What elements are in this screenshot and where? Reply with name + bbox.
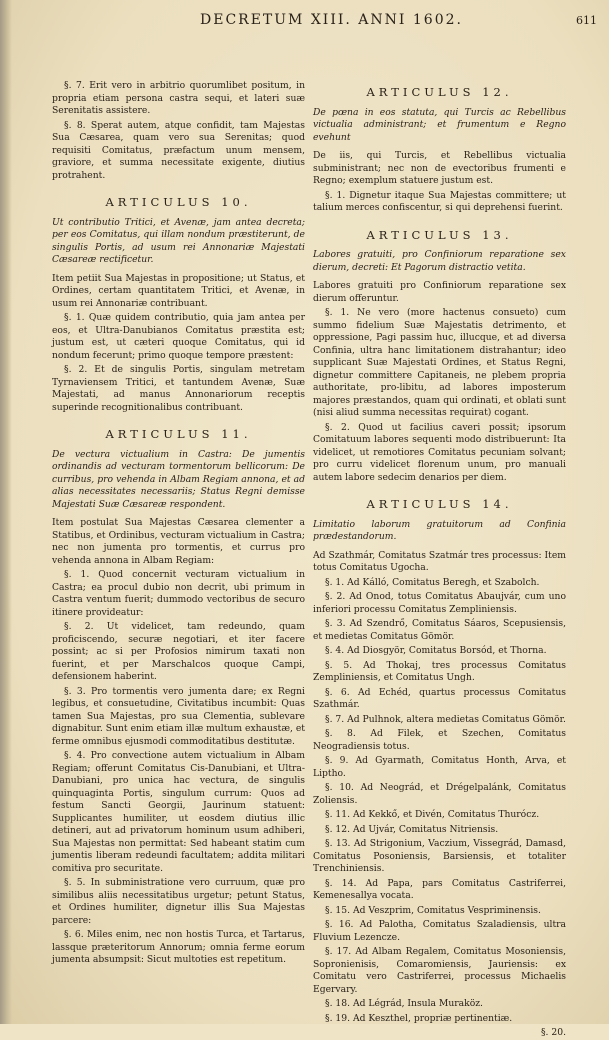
article-heading: ARTICULUS 10. (105, 195, 252, 209)
article-heading: ARTICULUS 14. (366, 497, 513, 511)
paragraph: §. 17. Ad Albam Regalem, Comitatus Mosoniensis, Sopronienisis, Comaromiensis, Jauriensis: ex Comitatu vero Castriferrei, processus Michaelis Egervary. (313, 946, 566, 995)
right-column (313, 85, 566, 1038)
paragraph: §. 16. Ad Palotha, Comitatus Szaladiensis, ultra Fluvium Lezencze. (313, 919, 566, 943)
running-header (200, 12, 597, 32)
paragraph: §. 9. Ad Gyarmath, Comitatus Honth, Arva, et Liptho. (313, 755, 566, 779)
paragraph: §. 8. Ad Filek, et Szechen, Comitatus Neogradiensis totus. (313, 728, 566, 752)
paragraph: §. 2. Quod ut facilius caveri possit; ipsorum Comitatuum labores sequenti modo distribuerunt: Ita videlicet, ut remotiores Comitatus pecuniam solvant; pro curru videlicet florenum unum, pro manuali autem labore sedecim denarios per diem. (313, 421, 566, 483)
paragraph: §. 7. Ad Pulhnok, altera medietas Comitatus Gömör. (325, 713, 566, 725)
article-rubric: Ut contributio Tritici, et Avenæ, jam antea decreta; per eos Comitatus, qui illam nondum præstiterunt, de singulis Portis, ad usum rei Annonariæ Majestati Cæsareæ rectificetur. (52, 216, 305, 265)
paragraph: §. 18. Ad Légrád, Insula Muraköz. (325, 998, 483, 1009)
page-number: 611 (576, 14, 597, 27)
paragraph: Item postulat Sua Majestas Cæsarea clementer a Statibus, et Ordinibus, vecturam victualium in Castra; nec non jumenta pro tormentis, et currus pro vehenda annona in Albam Regiam: (52, 517, 305, 566)
paragraph: §. 2. Ut videlicet, tam redeundo, quam proficiscendo, securæ negotiari, et iter facere possint; ac si per Profosios nimirum taxati non fuerint, et per Marschalcos quoque Campi, defensionem haberint. (52, 621, 305, 682)
paragraph: §. 2. Ad Onod, totus Comitatus Abaujvár, cum uno inferiori processu Comitatus Zempliniensis. (313, 591, 566, 615)
paragraph: De iis, qui Turcis, et Rebellibus victualia subministrant; nec non de evectoribus frumenti e Regno; exemplum statuere justum est. (313, 150, 566, 186)
article-rubric: De pœna in eos statuta, qui Turcis ac Rebellibus victualia administrant; et frumentum e Regno evehunt (313, 106, 566, 143)
paragraph: §. 5. In subministratione vero curruum, quæ pro similibus aliis necessitatibus urgetur; petunt Status, et Ordines humiliter, dignetur illis Sua Majestas parcere: (52, 877, 305, 926)
paragraph: §. 8. Sperat autem, atque confidit, tam Majestas Sua Cæsarea, quam vero sua Serenitas; quod requisiti Comitatus, præfactum unum mensem, graviore, et summa necessitate exigente, diutius protrahent. (52, 119, 305, 181)
paragraph: §. 1. Quæ quidem contributio, quia jam antea per eos, et Ultra-Danubianos Comitatus præstita est; justum est, ut cæteri quoque Comitatus, qui id nondum fecerunt; primo quoque tempore præstent: (52, 312, 305, 361)
paragraph: §. 13. Ad Strigonium, Vaczium, Vissegrád, Damasd, Comitatus Posoniensis, Barsiensis, et totaliter Trenchiniensis. (313, 838, 566, 874)
paragraph: §. 3. Pro tormentis vero jumenta dare; ex Regni legibus, et consuetudine, Civitatibus incumbit: Quas tamen Sua Majestas, pro sua Clementia, sublevare dignabitur. Sunt enim etiam illæ multum exhaustæ, et ferme omnibus ejusmodi commoditatibus destitutæ. (52, 685, 305, 747)
article-rubric: De vectura victualium in Castra: De jumentis ordinandis ad vecturam tormentorum bellicorum: De curribus, pro vehenda in Albam Regiam annona, et ad alias necessitates necessariis; Status Regni demisse Majestati Suæ Cæsareæ respondent. (52, 448, 305, 510)
paragraph: §. 15. Ad Veszprim, Comitatus Vespriminensis. (325, 904, 541, 916)
article-heading: ARTICULUS 13. (366, 227, 513, 242)
paragraph: §. 5. Ad Thokaj, tres processus Comitatus Zempliniensis, et Comitatus Ungh. (313, 659, 566, 683)
binding-gutter (0, 0, 12, 1024)
left-column (52, 80, 305, 965)
paragraph: Item petiit Sua Majestas in propositione; ut Status, et Ordines, certam quantitatem Tritici, et Avenæ, in usum rei Annonariæ contribuant. (52, 272, 305, 309)
paragraph: §. 4. Ad Diosgyör, Comitatus Borsód, et Thorna. (325, 645, 547, 656)
paragraph: §. 1. Ad Kálló, Comitatus Beregh, et Szabolch. (325, 576, 540, 588)
paragraph: Ad Szathmár, Comitatus Szatmár tres processus: Item totus Comitatus Ugocha. (313, 549, 566, 573)
article-heading: ARTICULUS 11. (105, 427, 252, 441)
paragraph: Labores gratuiti pro Confiniorum reparatione sex dierum offeruntur. (313, 280, 566, 304)
paragraph: §. 2. Et de singulis Portis, singulam metretam Tyrnaviensem Tritici, et tantundem Avenæ, Suæ Majestati, ad manus Annonariorum receptis superinde recognitionalibus contribuant. (52, 364, 305, 413)
paragraph: §. 12. Ad Ujvár, Comitatus Nitriensis. (325, 823, 499, 835)
paragraph: §. 1. Dignetur itaque Sua Majestas committere; ut talium merces confiscentur, si qui deprehensi fuerint. (313, 189, 566, 213)
paragraph: §. 1. Quod concernit vecturam victualium in Castra; ea procul dubio non decrit, ubi primum in Castra ventum fuerit; dummodo vectoribus de securo itinere provideatur: (52, 569, 305, 618)
paragraph: §. 6. Miles enim, nec non hostis Turca, et Tartarus, lassque præteritorum Annorum; omnia ferme eorum jumenta absumpsit: Sicut multoties est repetitum. (52, 929, 305, 965)
paragraph: §. 14. Ad Papa, pars Comitatus Castriferrei, Kemenesallya vocata. (313, 877, 566, 901)
catchword: §. 20. (540, 1027, 566, 1038)
paragraph: §. 1. Ne vero (more hactenus consueto) cum summo fidelium Suæ Majestatis detrimento, et oppressione, Pagi passim huc, illucque, et ad diversa Confinia, ultra hanc limitationem distrahantur; ideo supplicant Suæ Majestati Ordines, et Status Regni, dignetur committere Capitaneis, ne plebem propria authoritate, pro-libitu, ad labores imposterum majores præstandos, quam qui ordinati, et oblati sunt (nisi aliud summa necessitas requirat) cogant. (313, 307, 566, 418)
article-rubric: Limitatio laborum gratuitorum ad Confinia prædestandorum. (313, 518, 566, 542)
header-title: DECRETUM XIII. ANNI 1602. (200, 12, 463, 28)
paragraph: §. 19. Ad Keszthel, propriæ pertinentiæ. (325, 1012, 513, 1024)
paragraph: §. 10. Ad Neográd, et Drégelpalánk, Comitatus Zoliensis. (313, 782, 566, 806)
paragraph: §. 7. Erit vero in arbitrio quorumlibet positum, in propria etiam persona castra sequi, et lateri suæ Serenitatis assistere. (52, 80, 305, 116)
paragraph: §. 4. Pro convectione autem victualium in Albam Regiam; offerunt Comitatus Cis-Danubiani, et Ultra-Danubiani, pro unica hac vectura, de singulis quinquaginta Portis, singulum currum: Quos ad festum Sancti Georgii, Jaurinum statuent: Supplicantes humiliter, ut eosdem diutius illic detineri, aut ad privatorum hominum usum adhiberi, Sua Majestas non permittat: Sed habeant statim cum jumentis liberam redeundi facultatem; addita militari comitiva pro securitate. (52, 750, 305, 874)
article-heading: ARTICULUS 12. (366, 85, 513, 99)
paragraph: §. 11. Ad Kekkő, et Divén, Comitatus Thurócz. (325, 809, 540, 820)
article-rubric: Labores gratuiti, pro Confiniorum reparatione sex dierum, decreti: Et Pagorum distractio vetita. (313, 249, 566, 273)
paragraph: §. 3. Ad Szendrő, Comitatus Sáaros, Scepusiensis, et medietas Comitatus Gömör. (313, 618, 566, 642)
paragraph: §. 6. Ad Echéd, quartus processus Comitatus Szathmár. (313, 686, 566, 710)
